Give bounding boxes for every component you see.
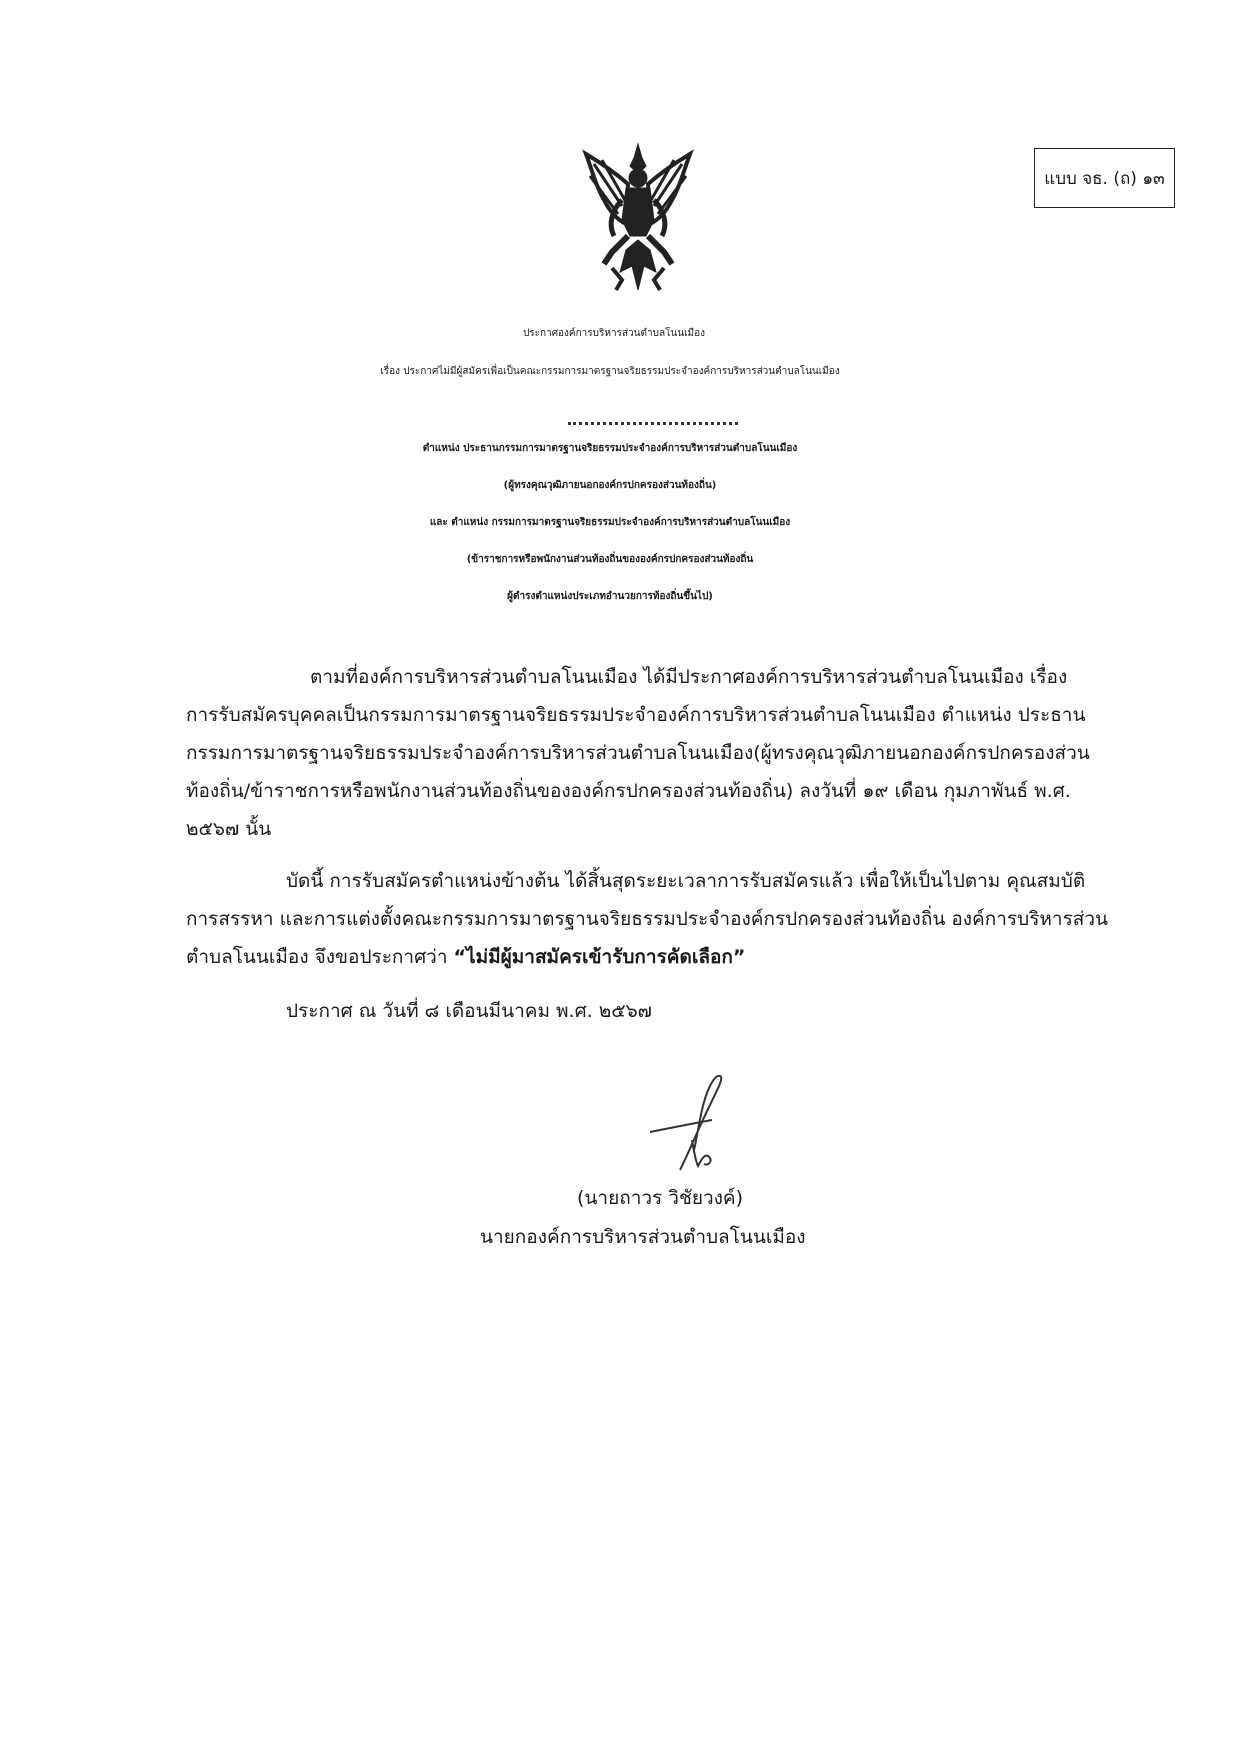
- position-line-5: ผู้ดำรงตำแหน่งประเภทอำนวยการท้องถิ่นขึ้นไป): [507, 591, 713, 602]
- dotted-separator: [568, 408, 738, 425]
- form-code-text: แบบ จธ. (ถ) ๑๓: [1044, 168, 1165, 189]
- position-line-1: ตำแหน่ง ประธานกรรมการมาตรฐานจริยธรรมประจำองค์การบริหารส่วนตำบลโนนเมือง: [422, 443, 798, 454]
- paragraph-2-line-3-text: ตำบลโนนเมือง จึงขอประกาศว่า: [186, 946, 454, 968]
- garuda-emblem-icon: [582, 140, 694, 298]
- position-line-3: และ ตำแหน่ง กรรมการมาตรฐานจริยธรรมประจำองค์การบริหารส่วนตำบลโนนเมือง: [429, 517, 791, 528]
- paragraph-1-line-4: ท้องถิ่น/ข้าราชการหรือพนักงานส่วนท้องถิ่นขององค์กรปกครองส่วนท้องถิ่น) ลงวันที่ ๑๙ เดือน กุมภาพันธ์ พ.ศ.: [186, 780, 1071, 802]
- position-line-2: (ผู้ทรงคุณวุฒิภายนอกองค์กรปกครองส่วนท้องถิ่น): [503, 480, 717, 491]
- paragraph-2-line-2: การสรรหา และการแต่งตั้งคณะกรรมการมาตรฐานจริยธรรมประจำองค์กรปกครองส่วนท้องถิ่น องค์การบริหารส่วน: [186, 908, 1109, 930]
- signatory-title: นายกองค์การบริหารส่วนตำบลโนนเมือง: [480, 1226, 806, 1248]
- position-line-4: (ข้าราชการหรือพนักงานส่วนท้องถิ่นขององค์กรปกครองส่วนท้องถิ่น: [466, 554, 754, 565]
- announcement-subject: เรื่อง ประกาศไม่มีผู้สมัครเพื่อเป็นคณะกรรมการมาตรฐานจริยธรรมประจำองค์การบริหารส่วนตำบลโนนเมือง: [380, 366, 840, 377]
- paragraph-1-line-2: การรับสมัครบุคคลเป็นกรรมการมาตรฐานจริยธรรมประจำองค์การบริหารส่วนตำบลโนนเมือง ตำแหน่ง ประธาน: [186, 704, 1086, 726]
- announcement-title: ประกาศองค์การบริหารส่วนตำบลโนนเมือง: [522, 328, 706, 339]
- announcement-date: ประกาศ ณ วันที่ ๘ เดือนมีนาคม พ.ศ. ๒๕๖๗: [286, 1000, 652, 1022]
- signatory-name: (นายถาวร วิชัยวงค์): [577, 1187, 744, 1209]
- paragraph-1-line-1: ตามที่องค์การบริหารส่วนตำบลโนนเมือง ได้มีประกาศองค์การบริหารส่วนตำบลโนนเมือง เรื่อง: [310, 666, 1068, 688]
- paragraph-1-line-5: ๒๕๖๗ นั้น: [186, 818, 272, 840]
- paragraph-1-line-3: กรรมการมาตรฐานจริยธรรมประจำองค์การบริหารส่วนตำบลโนนเมือง(ผู้ทรงคุณวุฒิภายนอกองค์กรปกครองส่วน: [186, 742, 1090, 764]
- form-code-box: [1034, 148, 1175, 208]
- paragraph-2-line-1: บัดนี้ การรับสมัครตำแหน่งข้างต้น ได้สิ้นสุดระยะเวลาการรับสมัครแล้ว เพื่อให้เป็นไปตาม คุณสมบัติ: [286, 870, 1086, 892]
- no-applicant-statement: “ไม่มีผู้มาสมัครเข้ารับการคัดเลือก”: [453, 946, 746, 968]
- handwritten-signature: [640, 1070, 750, 1180]
- paragraph-2-line-3: [186, 942, 1134, 972]
